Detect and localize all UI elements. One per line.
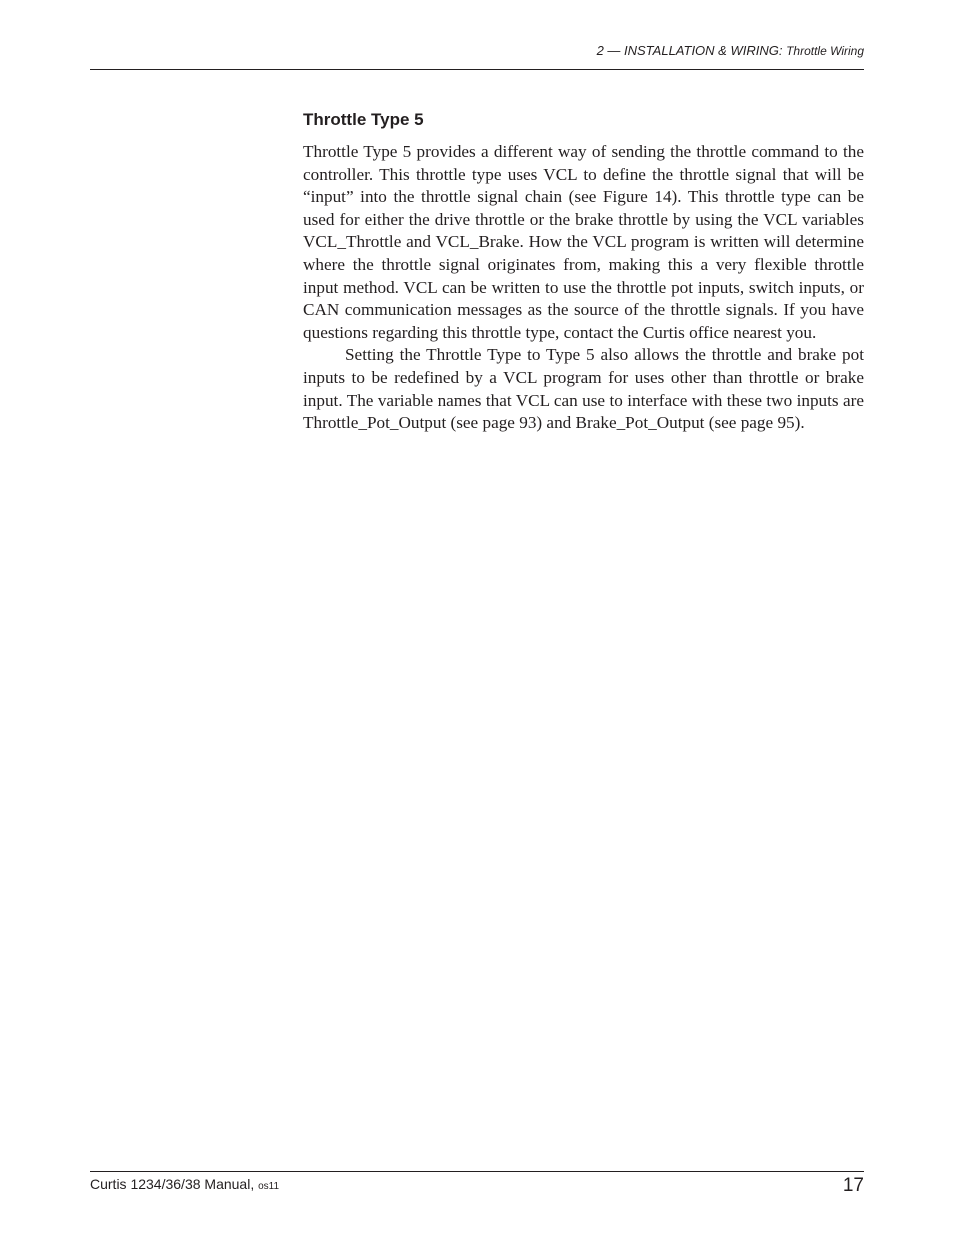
page-number: 17 [842,1175,864,1196]
footer-version: os11 [258,1181,280,1192]
paragraph-2: Setting the Throttle Type to Type 5 also allows the throttle and brake pot inputs to be redefined by a VCL program for uses other than throttle or brake input. The variable names that VCL can use to interface with these two inputs are Throttle_Pot_Output (see page 93) and Brake_Pot_Output (see page 95). [303,345,864,433]
footer-manual: Curtis 1234/36/38 Manual, [90,1176,255,1192]
running-header [597,43,864,58]
header-divider [90,69,864,70]
paragraph-1: Throttle Type 5 provides a different way of sending the throttle command to the controller. This throttle type uses VCL to define the throttle signal that will be “input” into the throttle signal chain (see Figure 14). This throttle type can be used for either the drive throttle or the brake throttle by using the VCL variables VCL_Throttle and VCL_Brake. How the VCL program is written will determine where the throttle signal originates from, making this a very flexible throttle input method. VCL can be written to use the throttle pot inputs, switch inputs, or CAN communication messages as the source of the throttle signals. If you have questions regarding this throttle type, contact the Curtis office nearest you. [303,142,864,342]
main-content [303,108,864,435]
header-chapter: 2 — INSTALLATION & WIRING: [596,43,783,58]
footer-manual-title [90,1176,279,1192]
section-title: Throttle Type 5 [303,110,424,129]
footer-divider [90,1171,864,1172]
header-section: Throttle Wiring [786,44,864,58]
